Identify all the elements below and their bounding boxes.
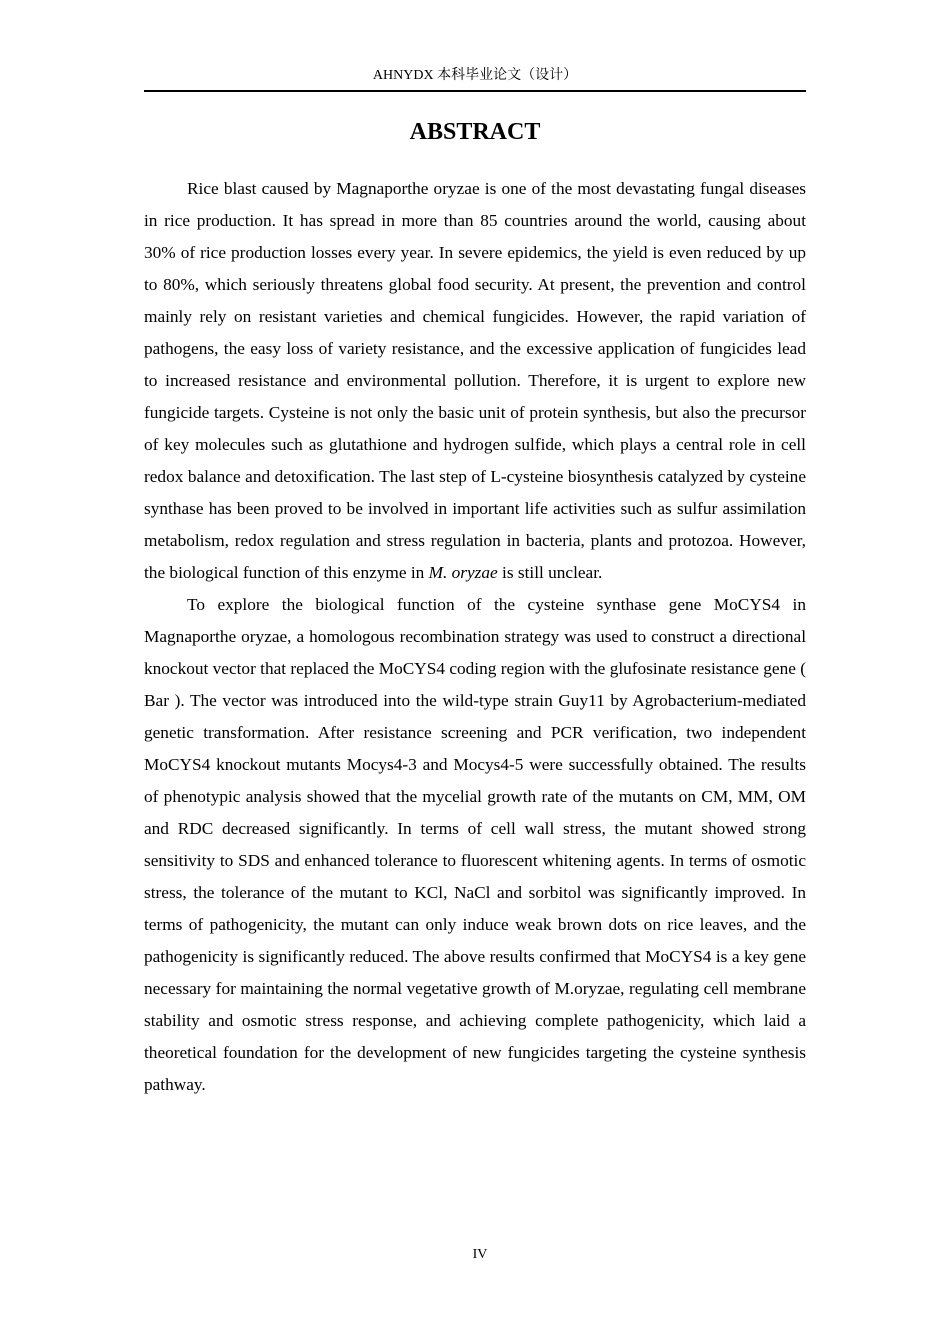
page-header (144, 64, 806, 92)
abstract-body (144, 173, 806, 1101)
species-name-italic: M. oryzae (428, 563, 498, 582)
abstract-paragraph-2: To explore the biological function of the cysteine synthase gene MoCYS4 in Magnaporthe oryzae, a homologous recombination strategy was used to construct a directional knockout vector that replaced the MoCYS4 coding region with the glufosinate resistance gene ( Bar ). The vector was introduced into the wild-type strain Guy11 by Agrobacterium-mediated genetic transformation. After resistance screening and PCR verification, two independent MoCYS4 knockout mutants Mocys4-3 and Mocys4-5 were successfully obtained. The results of phenotypic analysis showed that the mycelial growth rate of the mutants on CM, MM, OM and RDC decreased significantly. In terms of cell wall stress, the mutant showed strong sensitivity to SDS and enhanced tolerance to fluorescent whitening agents. In terms of osmotic stress, the tolerance of the mutant to KCl, NaCl and sorbitol was significantly improved. In terms of pathogenicity, the mutant can only induce weak brown dots on rice leaves, and the pathogenicity is significantly reduced. The above results confirmed that MoCYS4 is a key gene necessary for maintaining the normal vegetative growth of M.oryzae, regulating cell membrane stability and osmotic stress response, and achieving complete pathogenicity, which laid a theoretical foundation for the development of new fungicides targeting the cysteine synthesis pathway. (144, 595, 806, 1094)
header-title: AHNYDX 本科毕业论文（设计） (372, 68, 578, 83)
page-number: IV (472, 1247, 488, 1262)
paragraph-1-text: Rice blast caused by Magnaporthe oryzae is one of the most devastating fungal diseases in rice production. It has spread in more than 85 countries around the world, causing about 30% of rice production losses every year. In severe epidemics, the yield is even reduced by up to 80%, which seriously threatens global food security. At present, the prevention and control mainly rely on resistant varieties and chemical fungicides. However, the rapid variation of pathogens, the easy loss of variety resistance, and the excessive application of fungicides lead to increased resistance and environmental pollution. Therefore, it is urgent to explore new fungicide targets. Cysteine is not only the basic unit of protein synthesis, but also the precursor of key molecules such as glutathione and hydrogen sulfide, which plays a central role in cell redox balance and detoxification. The last step of L-cysteine biosynthesis catalyzed by cysteine synthase has been proved to be involved in important life activities such as sulfur assimilation metabolism, redox regulation and stress regulation in bacteria, plants and protozoa. However, the biological function of this enzyme in (144, 179, 806, 582)
abstract-title: ABSTRACT (409, 119, 541, 145)
paragraph-1-end: is still unclear. (497, 563, 603, 582)
abstract-paragraph-1 (144, 173, 806, 589)
